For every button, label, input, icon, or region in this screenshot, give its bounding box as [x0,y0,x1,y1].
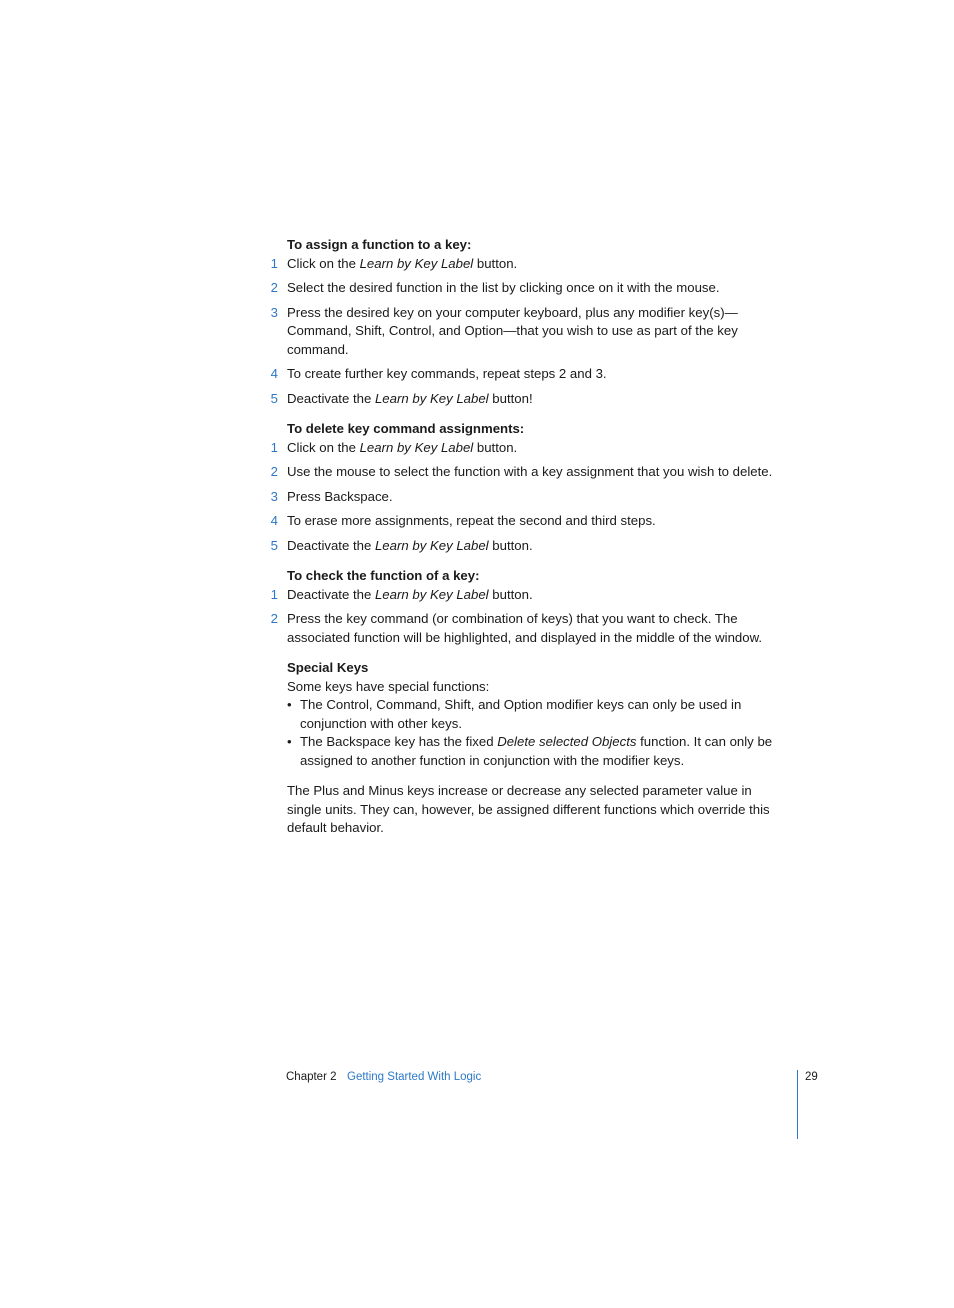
footer-chapter-title: Getting Started With Logic [347,1071,482,1083]
step-text: To erase more assignments, repeat the second and third steps. [287,513,656,528]
bullet-dot-icon: • [287,734,292,749]
check-steps [270,586,787,648]
step-number: 3 [270,488,278,504]
delete-step-1 [270,439,787,458]
assign-step-2 [270,279,787,298]
assign-step-5 [270,390,787,409]
footer-divider [797,1070,798,1139]
step-number: 3 [270,304,278,320]
step-number: 1 [270,255,278,271]
step-text: Deactivate the [287,586,375,602]
delete-steps [270,439,787,556]
step-emphasis: Learn by Key Label [359,255,474,271]
delete-step-5 [270,537,787,556]
step-number: 5 [270,537,278,553]
step-number: 1 [270,439,278,455]
check-heading: To check the function of a key: [287,568,480,583]
bullet-dot-icon: • [287,697,292,712]
step-text: Select the desired function in the list by clicking once on it with the mouse. [287,280,720,295]
step-text: Click on the [287,255,360,271]
step-number: 2 [270,611,278,626]
step-text: Click on the [287,439,360,455]
step-number: 4 [270,513,278,528]
delete-heading: To delete key command assignments: [287,421,525,436]
check-step-1 [270,586,787,605]
footer-chapter-label: Chapter 2 [286,1071,337,1083]
bullet-item [287,696,787,733]
bullet-item [287,733,787,770]
delete-step-3 [270,488,787,507]
assign-heading: To assign a function to a key: [287,237,472,252]
bullet-text: function. It can only be assigned to another function in conjunction with the modifier keys. [300,734,773,768]
page-number: 29 [805,1071,818,1083]
step-text: Deactivate the [287,537,375,553]
step-emphasis: Learn by Key Label [374,390,489,406]
step-text: button! [488,390,533,406]
step-text: button. [473,255,518,271]
step-text: Use the mouse to select the function with a key assignment that you wish to delete. [287,464,773,479]
special-keys-heading: Special Keys [287,660,369,675]
step-emphasis: Learn by Key Label [374,537,489,553]
step-emphasis: Learn by Key Label [374,586,489,602]
assign-steps [270,255,787,409]
assign-step-3 [270,304,787,360]
step-number: 5 [270,390,278,406]
page-body [270,236,787,838]
step-number: 2 [270,280,278,295]
step-text: Press Backspace. [287,488,393,504]
special-keys-intro: Some keys have special functions: [287,678,490,694]
step-number: 1 [270,586,278,602]
step-number: 4 [270,366,278,381]
bullet-text: The Backspace key has the fixed [300,734,498,749]
step-text: button. [488,586,533,602]
delete-step-2 [270,463,787,482]
special-keys-closing: The Plus and Minus keys increase or decrease any selected parameter value in single units. They can, however, be assigned different functions which override this default behavior. [287,783,770,835]
step-text: button. [488,537,533,553]
assign-step-1 [270,255,787,274]
step-text: Press the desired key on your computer keyboard, plus any modifier key(s)—Command, Shift, Control, and Option—that you wish to use as part of the key command. [287,304,738,357]
step-text: Press the key command (or combination of keys) that you want to check. The associated function will be highlighted, and displayed in the middle of the window. [287,611,763,645]
step-emphasis: Learn by Key Label [359,439,474,455]
step-text: Deactivate the [287,390,375,406]
bullet-text: The Control, Command, Shift, and Option modifier keys can only be used in conjunction with other keys. [300,697,742,731]
assign-step-4 [270,365,787,384]
step-text: button. [473,439,518,455]
special-keys-list [287,696,787,770]
check-step-2 [270,610,787,647]
bullet-emphasis: Delete selected Objects [497,734,637,749]
step-number: 2 [270,464,278,479]
step-text: To create further key commands, repeat steps 2 and 3. [287,366,607,381]
delete-step-4 [270,512,787,531]
